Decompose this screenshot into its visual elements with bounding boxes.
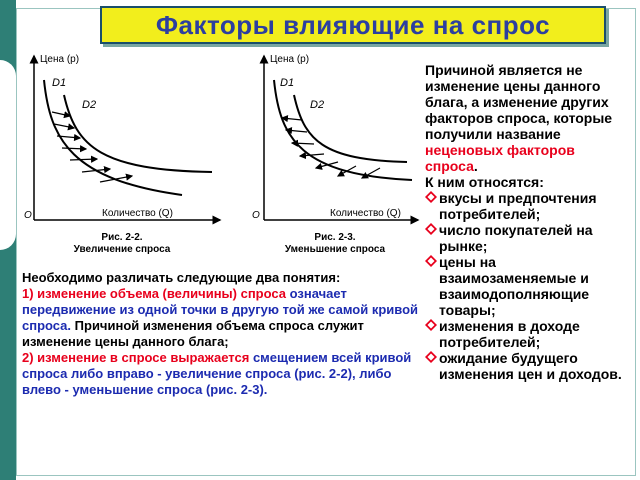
label-d1: D1 xyxy=(280,77,295,89)
diamond-bullet-icon xyxy=(425,351,437,363)
diamond-bullet-icon xyxy=(425,319,437,331)
factor-text: вкусы и предпочтения потребителей; xyxy=(439,190,597,222)
x-axis-label: Количество (Q) xyxy=(330,208,401,219)
list-item xyxy=(425,350,630,382)
label-d1: D1 xyxy=(52,77,67,89)
label-d2: D2 xyxy=(82,99,97,111)
diamond-bullet-icon xyxy=(425,223,437,235)
left-paragraph xyxy=(22,270,422,398)
shift-arrow xyxy=(100,176,132,182)
shift-arrow xyxy=(292,143,314,144)
x-axis-label: Количество (Q) xyxy=(102,208,173,219)
label-d2: D2 xyxy=(310,99,325,111)
caption-fig-2-2 xyxy=(52,232,192,256)
factors-list xyxy=(425,190,630,382)
diamond-bullet-icon xyxy=(425,255,437,267)
shift-arrow xyxy=(338,166,356,176)
shift-arrow xyxy=(282,118,302,120)
caption-description: Уменьшение спроса xyxy=(284,244,386,255)
item2-red: 2) изменение в спросе выражается xyxy=(22,350,250,365)
caption-fig-2-3 xyxy=(265,232,405,256)
y-axis-label: Цена (p) xyxy=(40,54,80,65)
graph-demand-decrease xyxy=(252,50,424,232)
shift-arrow xyxy=(62,148,86,149)
factor-text: изменения в доходе потребителей; xyxy=(439,318,580,350)
shift-arrow xyxy=(70,159,97,160)
band-notch xyxy=(0,60,16,250)
factor-text: цены на взаимозаменяемые и взаимодополняющие товары; xyxy=(439,254,590,318)
list-item xyxy=(425,222,630,254)
left-decor-band xyxy=(0,0,16,480)
right-period: . xyxy=(473,158,478,174)
non-price-factors-highlight: неценовых факторов спроса xyxy=(425,142,575,174)
shift-arrows-left xyxy=(282,118,380,178)
factor-text: ожидание будущего изменения цен и доходов. xyxy=(439,350,622,382)
list-item xyxy=(425,190,630,222)
list-item xyxy=(425,318,630,350)
right-intro: Причиной является не изменение цены данного блага, а изменение других факторов спроса, которые получили название xyxy=(425,62,613,142)
caption-number: Рис. 2-3. xyxy=(314,232,356,243)
diamond-bullet-icon xyxy=(425,191,437,203)
right-column xyxy=(425,62,630,382)
caption-description: Увеличение спроса xyxy=(73,244,171,255)
shift-arrow xyxy=(54,124,74,128)
item1-black: Причиной изменения объема спроса служит изменение цены данного блага; xyxy=(22,318,364,349)
origin-label: O xyxy=(252,210,260,221)
caption-number: Рис. 2-2. xyxy=(101,232,143,243)
graph-demand-increase xyxy=(22,50,227,232)
shift-arrow xyxy=(52,112,70,116)
y-axis-label: Цена (p) xyxy=(270,54,310,65)
slide-title: Факторы влияющие на спрос xyxy=(155,9,551,40)
factors-heading: К ним относятся: xyxy=(425,174,544,190)
item1-red: 1) изменение объема (величины) спроса xyxy=(22,286,287,301)
item1-blue: означает передвижение из одной точки в другую той же самой кривой спроса. xyxy=(22,286,419,333)
left-intro: Необходимо различать следующие два понятия: xyxy=(22,270,341,285)
factor-text: число покупателей на рынке; xyxy=(439,222,593,254)
title-banner xyxy=(100,6,606,44)
list-item xyxy=(425,254,630,318)
item2-blue: смещением всей кривой спроса либо вправо - увеличение спроса (рис. 2-2), либо влево - уменьшение спроса (рис. 2-3). xyxy=(22,350,412,397)
origin-label: O xyxy=(24,210,32,221)
